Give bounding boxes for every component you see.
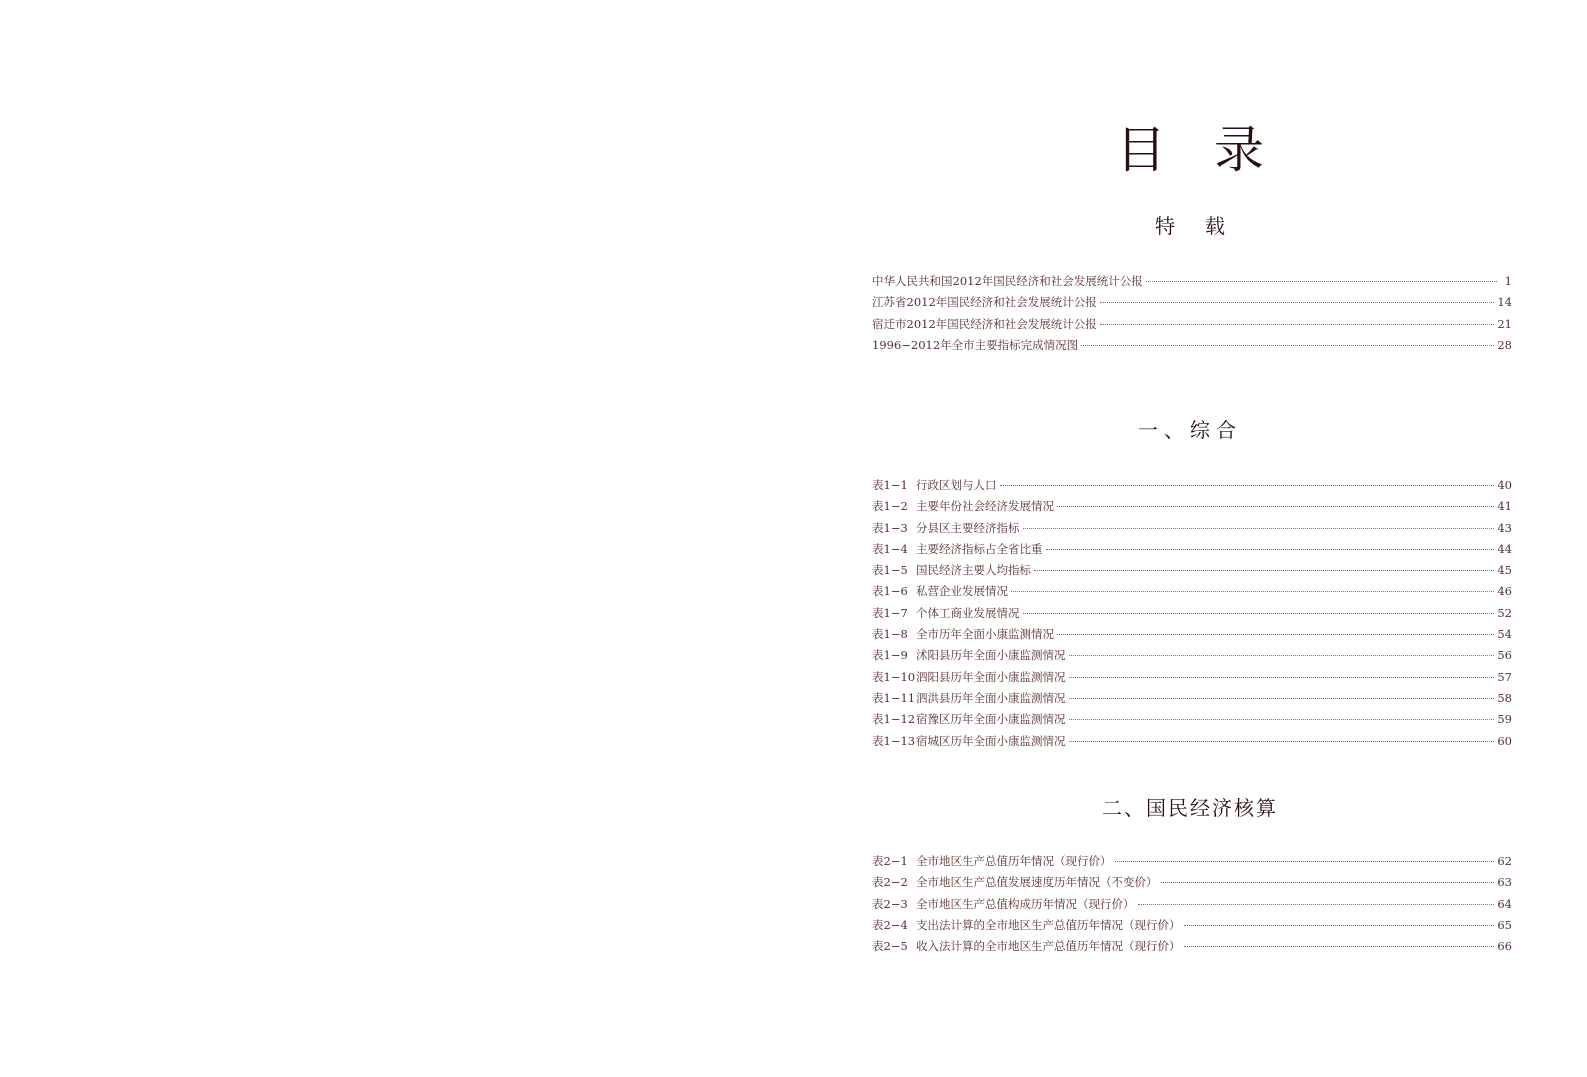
toc-entry[interactable] [872, 731, 1512, 752]
toc-entry-code: 表2−5 [872, 939, 908, 954]
toc-entry-title: 沭阳县历年全面小康监测情况 [916, 648, 1066, 663]
toc-entry-title: 宿豫区历年全面小康监测情况 [916, 712, 1066, 727]
toc-entry-page-number: 28 [1497, 337, 1512, 352]
dot-leader [1161, 882, 1495, 883]
toc-entry-page-number: 43 [1497, 520, 1512, 535]
toc-entry[interactable] [872, 560, 1512, 581]
toc-entry-page-number: 66 [1497, 939, 1512, 954]
dot-leader [1069, 677, 1495, 678]
toc-entry-page-number: 65 [1497, 917, 1512, 932]
toc-entry-page-number: 46 [1497, 584, 1512, 599]
toc-entry-page-number: 44 [1497, 541, 1512, 556]
toc-entry-title: 全市地区生产总值发展速度历年情况（不变价） [916, 875, 1158, 890]
toc-entry-title: 全市地区生产总值历年情况（现行价） [916, 854, 1112, 868]
toc-entry-code: 表1−8 [872, 627, 908, 642]
toc-entry[interactable] [872, 603, 1512, 624]
dot-leader [1046, 549, 1495, 550]
toc-entry-code: 表1−11 [872, 690, 916, 705]
toc-entry[interactable] [872, 475, 1512, 496]
dot-leader [1138, 904, 1495, 905]
toc-entry-code: 表1−12 [872, 712, 916, 727]
toc-entry-title: 中华人民共和国2012年国民经济和社会发展统计公报 [872, 274, 1143, 288]
toc-entry[interactable] [872, 314, 1512, 335]
toc-entry-page-number: 41 [1497, 499, 1512, 514]
section-heading-general: 一、综合 [1138, 418, 1242, 442]
toc-entry-title: 收入法计算的全市地区生产总值历年情况（现行价） [916, 939, 1181, 954]
toc-entry[interactable] [872, 894, 1512, 915]
toc-entry-code: 表2−4 [872, 917, 908, 932]
blank-left-page [0, 0, 793, 1077]
dot-leader [1100, 302, 1495, 303]
toc-entry[interactable] [872, 872, 1512, 893]
toc-entry-code: 表1−9 [872, 648, 908, 663]
toc-entry[interactable] [872, 688, 1512, 709]
toc-entry[interactable] [872, 709, 1512, 730]
toc-entry-code: 表1−13 [872, 733, 916, 748]
toc-entry[interactable] [872, 936, 1512, 957]
toc-entry[interactable] [872, 624, 1512, 645]
toc-entry-page-number: 58 [1497, 690, 1512, 705]
toc-entry-page-number: 56 [1497, 648, 1512, 663]
toc-entry-code: 表2−2 [872, 875, 908, 890]
toc-entry-title: 分县区主要经济指标 [916, 520, 1020, 535]
toc-entry-title: 全市地区生产总值构成历年情况（现行价） [916, 896, 1135, 911]
toc-entry-title: 个体工商业发展情况 [916, 605, 1020, 620]
toc-entry-page-number: 57 [1497, 669, 1512, 684]
toc-list-general [872, 475, 1512, 752]
toc-entry-code: 表2−1 [872, 854, 908, 868]
toc-entry-title: 泗阳县历年全面小康监测情况 [916, 669, 1066, 684]
toc-entry-code: 表1−4 [872, 541, 908, 556]
toc-entry-page-number: 62 [1497, 854, 1512, 868]
toc-entry[interactable] [872, 271, 1512, 292]
toc-entry-code: 表1−1 [872, 478, 908, 492]
toc-entry-title: 1996−2012年全市主要指标完成情况图 [872, 337, 1079, 352]
toc-entry-code: 表1−10 [872, 669, 916, 684]
dot-leader [1184, 925, 1495, 926]
toc-entry-code: 表1−6 [872, 584, 908, 599]
toc-entry-title: 主要经济指标占全省比重 [916, 541, 1043, 556]
toc-entry-page-number: 45 [1497, 563, 1512, 578]
toc-entry-title: 泗洪县历年全面小康监测情况 [916, 690, 1066, 705]
dot-leader [1069, 741, 1495, 742]
section-heading-national-accounts: 二、国民经济核算 [1102, 796, 1278, 820]
toc-entry-page-number: 1 [1504, 274, 1512, 288]
dot-leader [1011, 591, 1494, 592]
dot-leader [1081, 345, 1494, 346]
toc-entry-page-number: 60 [1497, 733, 1512, 748]
toc-entry-title: 宿城区历年全面小康监测情况 [916, 733, 1066, 748]
toc-entry[interactable] [872, 581, 1512, 602]
toc-entry-page-number: 52 [1497, 605, 1512, 620]
toc-entry[interactable] [872, 667, 1512, 688]
dot-leader [1000, 485, 1495, 486]
dot-leader [1069, 719, 1495, 720]
toc-entry[interactable] [872, 539, 1512, 560]
toc-entry-code: 表2−3 [872, 896, 908, 911]
toc-main-title: 目录 [1116, 121, 1312, 179]
toc-entry-code: 表1−3 [872, 520, 908, 535]
dot-leader [1069, 698, 1495, 699]
section-heading-special: 特载 [1155, 214, 1255, 238]
toc-entry[interactable] [872, 335, 1512, 356]
toc-entry-title: 国民经济主要人均指标 [916, 563, 1031, 578]
dot-leader [1069, 655, 1495, 656]
toc-entry[interactable] [872, 518, 1512, 539]
dot-leader [1100, 324, 1495, 325]
toc-entry-title: 宿迁市2012年国民经济和社会发展统计公报 [872, 316, 1097, 331]
toc-entry-title: 支出法计算的全市地区生产总值历年情况（现行价） [916, 917, 1181, 932]
toc-entry-code: 表1−2 [872, 499, 908, 514]
toc-entry-title: 江苏省2012年国民经济和社会发展统计公报 [872, 295, 1097, 310]
toc-entry-page-number: 14 [1497, 295, 1512, 310]
toc-list-national-accounts [872, 851, 1512, 957]
toc-entry-page-number: 40 [1497, 478, 1512, 492]
dot-leader [1115, 861, 1495, 862]
toc-entry-page-number: 21 [1497, 316, 1512, 331]
toc-entry-title: 全市历年全面小康监测情况 [916, 627, 1054, 642]
toc-entry[interactable] [872, 851, 1512, 872]
dot-leader [1034, 570, 1494, 571]
toc-entry[interactable] [872, 292, 1512, 313]
toc-entry[interactable] [872, 645, 1512, 666]
toc-list-special [872, 271, 1512, 356]
toc-entry-page-number: 63 [1497, 875, 1512, 890]
toc-entry-title: 主要年份社会经济发展情况 [916, 499, 1054, 514]
dot-leader [1057, 506, 1494, 507]
toc-entry[interactable] [872, 915, 1512, 936]
dot-leader [1023, 613, 1495, 614]
toc-entry-page-number: 54 [1497, 627, 1512, 642]
toc-entry-code: 表1−5 [872, 563, 908, 578]
toc-entry-code: 表1−7 [872, 605, 908, 620]
dot-leader [1184, 946, 1495, 947]
dot-leader [1023, 528, 1495, 529]
toc-entry-page-number: 64 [1497, 896, 1512, 911]
dot-leader [1057, 634, 1494, 635]
toc-entry-title: 私营企业发展情况 [916, 584, 1008, 599]
dot-leader [1146, 281, 1497, 282]
toc-entry-page-number: 59 [1497, 712, 1512, 727]
toc-entry-title: 行政区划与人口 [916, 478, 997, 492]
toc-entry[interactable] [872, 496, 1512, 517]
